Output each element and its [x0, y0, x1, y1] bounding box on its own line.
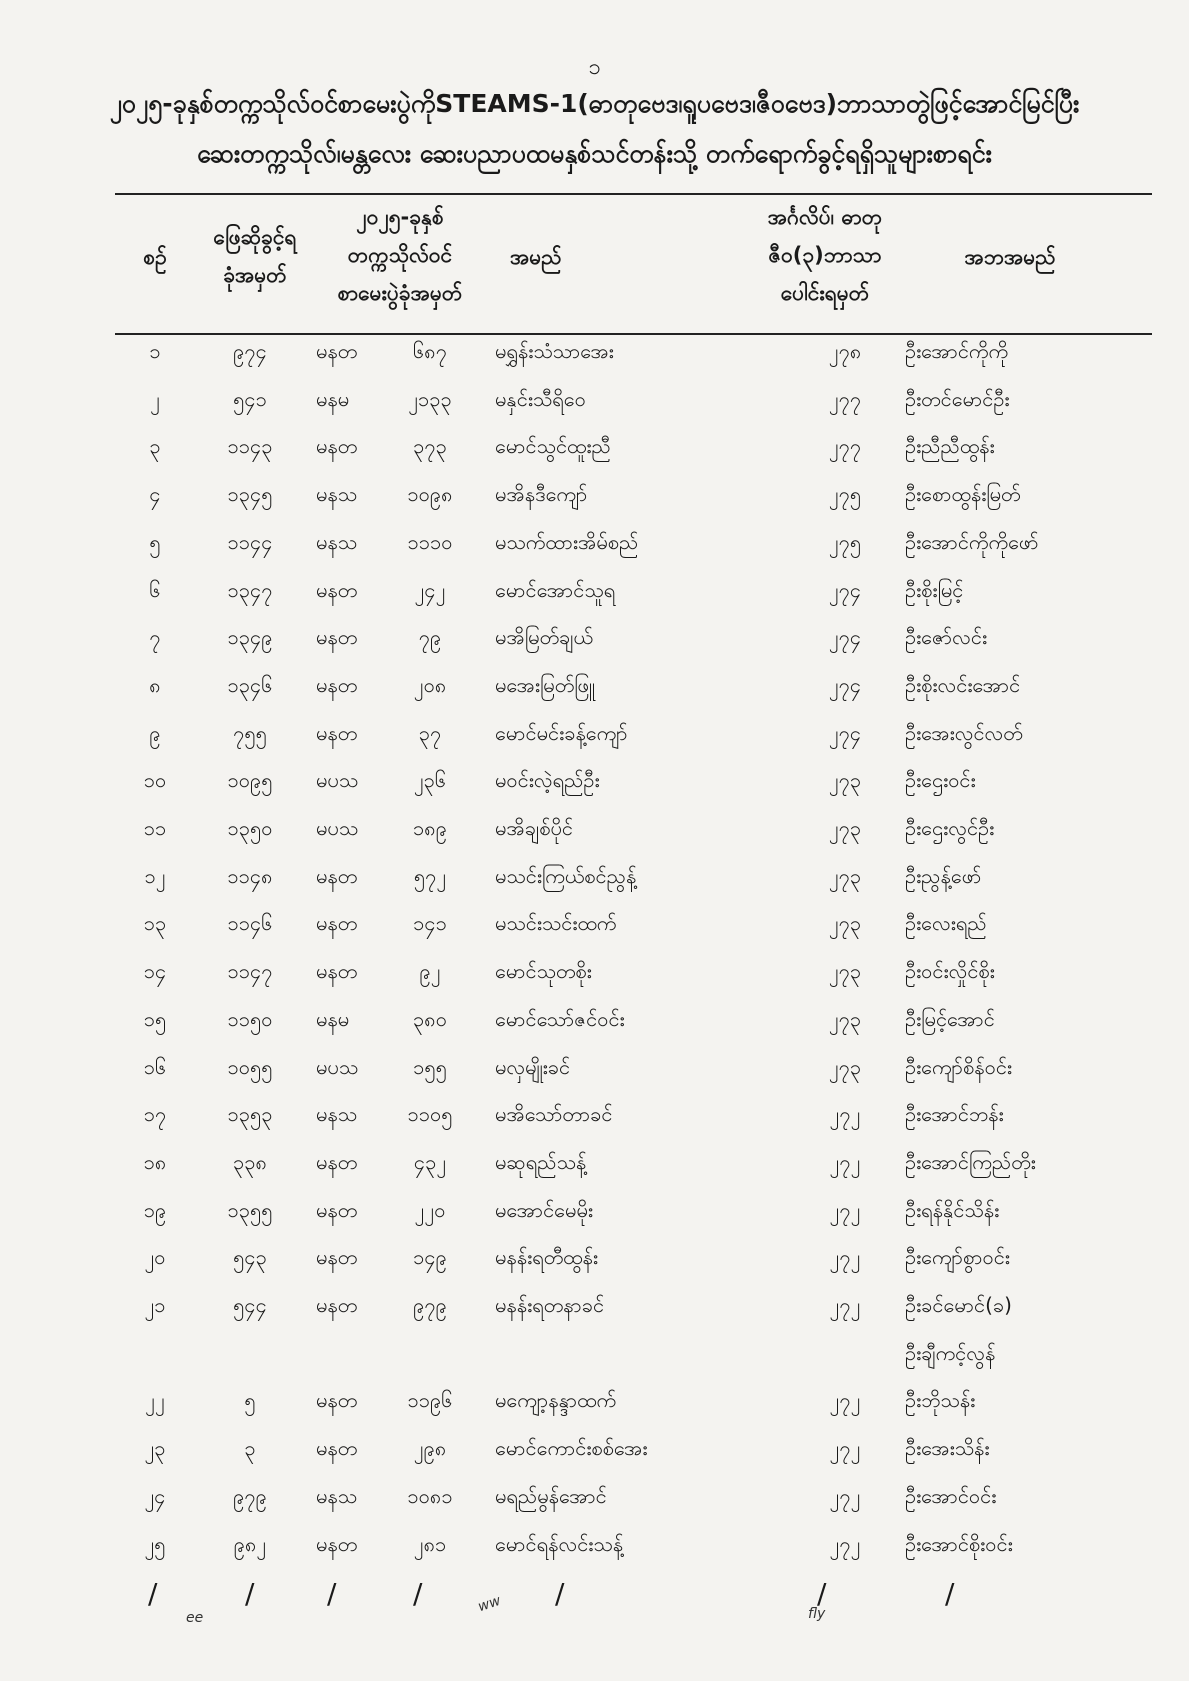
cell-permit: ၁၁၄၄ — [227, 530, 273, 554]
cell-exam: ၁၁၀၅ — [407, 1102, 453, 1126]
cell-name: မအိချစ်ပိုင် — [495, 816, 573, 840]
cell-father: ဦးကျော်စိန်ဝင်း — [905, 1055, 1012, 1079]
cell-prefix: မနသ — [316, 530, 358, 554]
cell-name: မရည်မွန်အောင် — [495, 1484, 607, 1508]
header-permit: ဖြေဆိုခွင့်ရ ခုံအမှတ် — [213, 225, 297, 287]
cell-permit: ၁၁၅၀ — [227, 1007, 273, 1031]
signature-2: ww — [476, 1592, 503, 1616]
cell-marks: ၂၇၂ — [829, 1436, 861, 1460]
cell-exam: ၃၇၃ — [413, 434, 447, 458]
cell-marks: ၂၇၄ — [828, 721, 862, 745]
cell-permit: ၅၄၄ — [233, 1293, 267, 1317]
cell-exam: ၂၀၈ — [413, 673, 447, 697]
cell-exam: ၂၃၆ — [413, 768, 447, 792]
cell-name: မောင်မင်းခန့်ကျော် — [495, 721, 628, 745]
cell-exam: ၂၂၀ — [414, 1198, 446, 1222]
cell-no: ၂၄ — [144, 1484, 166, 1508]
cell-exam: ၄၃၂ — [413, 1150, 447, 1174]
signature-1: ee — [186, 1610, 204, 1626]
cell-father: ဦးညီညီထွန်း — [905, 434, 995, 458]
cell-exam: ၉၂ — [419, 959, 441, 983]
cell-father: ဦးတင်မောင်ဦး — [905, 387, 1010, 411]
cell-permit: ၅၄၁ — [233, 387, 267, 411]
cell-prefix: မနသ — [316, 1484, 358, 1508]
cell-exam: ၂၈၁ — [413, 1532, 447, 1556]
cell-permit: ၁၃၄၇ — [227, 578, 273, 602]
cell-permit: ၃၃၈ — [233, 1150, 267, 1174]
cell-permit: ၉၈၂ — [233, 1532, 267, 1556]
cell-exam: ၃၈၀ — [413, 1007, 447, 1031]
end-slash-6: / — [817, 1577, 827, 1610]
cell-marks: ၂၇၂ — [829, 1484, 861, 1508]
cell-permit: ၇၅၅ — [233, 721, 267, 745]
cell-no: ၂၁ — [144, 1293, 166, 1317]
cell-father: ဦးညွန့်ဖော် — [905, 864, 982, 888]
cell-father: ဦးအောင်ဝင်း — [905, 1484, 997, 1508]
cell-no: ၂၂ — [145, 1388, 165, 1412]
cell-permit: ၃ — [244, 1436, 256, 1460]
cell-exam: ၆၈၇ — [413, 339, 447, 363]
cell-prefix: မနတ — [316, 959, 358, 983]
cell-prefix: မပသ — [316, 1055, 359, 1079]
cell-name: မသင်းသင်းထက် — [495, 911, 617, 935]
cell-no: ၂၅ — [144, 1532, 166, 1556]
cell-name: မဝင်းလဲ့ရည်ဦး — [495, 768, 600, 792]
cell-prefix: မနတ — [316, 1293, 358, 1317]
cell-name: မဆုရည်သန့် — [495, 1150, 587, 1174]
cell-marks: ၂၇၂ — [829, 1102, 861, 1126]
cell-permit: ၁၃၅၀ — [227, 816, 273, 840]
cell-exam: ၁၄၉ — [413, 1245, 447, 1269]
cell-father: ဦးအောင်ကိုကိုဖော် — [905, 530, 1039, 554]
cell-marks: ၂၇၂ — [829, 1245, 861, 1269]
cell-permit: ၅၄၃ — [233, 1245, 267, 1269]
cell-exam: ၂၉၈ — [413, 1436, 447, 1460]
cell-permit: ၉၇၄ — [233, 339, 267, 363]
cell-father: ဦးဌေးလွင်ဦး — [905, 816, 995, 840]
cell-no: ၂၀ — [144, 1245, 166, 1269]
cell-marks: ၂၇၂ — [829, 1532, 861, 1556]
header-marks: အင်္ဂလိပ်၊ ဓာတု ဇီဝ(၃)ဘာသာ ပေါင်းရမှတ် — [767, 205, 883, 305]
document-title-line-2: ဆေးတက္ကသိုလ်၊မန္တလေး ဆေးပညာပထမနှစ်သင်တန်းသို့ တက်ရောက်ခွင့်ရရှိသူများစာရင်း — [197, 139, 992, 168]
cell-exam: ၉၇၉ — [413, 1293, 447, 1317]
cell-name: မသင်းကြယ်စင်ညွန့် — [495, 864, 637, 888]
cell-exam: ၁၀၉၈ — [407, 482, 453, 506]
cell-no: ၁၁ — [143, 816, 167, 840]
cell-prefix: မနတ — [316, 1150, 358, 1174]
cell-name: မနန်းရတနာခင် — [495, 1293, 605, 1317]
table-header-rule — [115, 333, 1152, 335]
cell-name: မလှမျိုးခင် — [495, 1055, 571, 1079]
cell-father: ဦးအောင်ကိုကို — [905, 339, 1009, 363]
cell-father: ဦးရန်နိုင်သိန်း — [905, 1198, 1000, 1222]
cell-no: ၁၈ — [143, 1150, 167, 1174]
cell-prefix: မပသ — [316, 768, 359, 792]
cell-exam: ၃၇ — [418, 721, 442, 745]
cell-permit: ၁၀၉၅ — [227, 768, 273, 792]
cell-prefix: မနတ — [316, 339, 358, 363]
cell-name: မနန်းရတီထွန်း — [495, 1245, 598, 1269]
end-slash-2: / — [245, 1577, 255, 1610]
cell-name: မအိသော်တာခင် — [495, 1102, 613, 1126]
cell-no: ၁၀ — [143, 768, 167, 792]
cell-father: ဦးစိုးမြင့် — [905, 578, 964, 602]
cell-marks: ၂၇၃ — [828, 911, 862, 935]
cell-no: ၇ — [149, 625, 161, 649]
cell-name: မနှင်းသီရိဝေ — [495, 387, 586, 411]
cell-no: ၁၉ — [143, 1198, 167, 1222]
cell-prefix: မနတ — [316, 911, 358, 935]
cell-father: ဦးအောင်ဘန်း — [905, 1102, 1004, 1126]
cell-father: ဦးဝင်းလှိုင်စိုး — [905, 959, 995, 983]
cell-name: မောင်ရန်လင်းသန့် — [495, 1532, 624, 1556]
end-slash-7: / — [945, 1577, 955, 1610]
header-name: အမည် — [510, 245, 562, 269]
cell-permit: ၁၃၅၅ — [227, 1198, 273, 1222]
cell-prefix: မနမ — [316, 1007, 350, 1031]
cell-father: ဦးအောင်ကြည်တိုး — [905, 1150, 1036, 1174]
cell-prefix: မနတ — [316, 1532, 358, 1556]
cell-name: မောင်သော်ဇင်ဝင်း — [495, 1007, 625, 1031]
cell-marks: ၂၇၇ — [828, 387, 862, 411]
cell-name: မအေးမြတ်ဖြူ — [495, 673, 595, 697]
cell-no: ၁၅ — [143, 1007, 167, 1031]
cell-no: ၁၇ — [143, 1102, 167, 1126]
cell-exam: ၂၄၂ — [414, 578, 446, 602]
cell-prefix: မနတ — [316, 434, 358, 458]
table-top-rule — [115, 193, 1152, 195]
cell-prefix: မနတ — [316, 673, 358, 697]
cell-exam: ၇၉ — [418, 625, 442, 649]
cell-name: မအိနဒီကျော် — [495, 482, 588, 506]
cell-prefix: မနတ — [316, 625, 358, 649]
cell-exam: ၁၁၉၆ — [407, 1388, 453, 1412]
cell-father: ဦးစိုးလင်းအောင် — [905, 673, 1021, 697]
cell-no: ၄ — [149, 482, 161, 506]
cell-no: ၁၃ — [143, 911, 167, 935]
end-slash-3: / — [327, 1577, 337, 1610]
cell-father: ဦးခင်မောင်(ခ) — [905, 1293, 1012, 1317]
cell-exam: ၁၄၁ — [413, 911, 447, 935]
cell-no: ၃ — [149, 434, 161, 458]
cell-marks: ၂၇၄ — [828, 625, 862, 649]
cell-name: မောင်သွင်ထူးညီ — [495, 434, 611, 458]
cell-prefix: မနသ — [316, 482, 358, 506]
cell-name: မောင်ကောင်းစစ်အေး — [495, 1436, 648, 1460]
cell-father: ဦးဇော်လင်း — [905, 625, 988, 649]
cell-no: ၅ — [149, 530, 161, 554]
cell-permit: ၁၃၄၆ — [227, 673, 273, 697]
cell-permit: ၁၃၄၉ — [227, 625, 273, 649]
cell-exam: ၁၁၁၀ — [407, 530, 453, 554]
cell-marks: ၂၇၃ — [828, 816, 862, 840]
cell-father: ဦးဘိုသန်း — [905, 1388, 976, 1412]
header-father: အဘအမည် — [964, 245, 1056, 269]
cell-marks: ၂၇၄ — [828, 578, 862, 602]
cell-no: ၂၃ — [144, 1436, 166, 1460]
cell-name: မောင်အောင်သူရ — [495, 578, 616, 602]
cell-father: ဦးမြင့်အောင် — [905, 1007, 995, 1031]
cell-marks: ၂၇၃ — [828, 1055, 862, 1079]
cell-marks: ၂၇၂ — [829, 1150, 861, 1174]
cell-permit: ၉၇၉ — [233, 1484, 267, 1508]
cell-marks: ၂၇၅ — [828, 482, 862, 506]
cell-marks: ၂၇၃ — [828, 1007, 862, 1031]
cell-exam: ၁၀၈၁ — [407, 1484, 453, 1508]
cell-permit: ၁၁၄၃ — [227, 434, 273, 458]
document-title-line-1: ၂၀၂၅-ခုနှစ်တက္ကသိုလ်ဝင်စာမေးပွဲကိုSTEAMS-1(ဓာတုဗေဒ၊ရူပဗေဒ၊ဇီဝဗေဒ)ဘာသာတွဲဖြင့်အောင်မြင်ပြီး — [109, 89, 1080, 118]
cell-permit: ၅ — [244, 1388, 256, 1412]
cell-permit: ၁၁၄၈ — [227, 864, 273, 888]
page-number: ၁ — [588, 55, 601, 80]
cell-father: ဦးအောင်စိုးဝင်း — [905, 1532, 1013, 1556]
cell-prefix: မနမ — [316, 387, 350, 411]
cell-father: ဦးအေးသိန်း — [905, 1436, 990, 1460]
cell-permit: ၁၁၄၇ — [227, 959, 273, 983]
cell-marks: ၂၇၄ — [828, 673, 862, 697]
cell-name: မအောင်မေမိုး — [495, 1198, 593, 1222]
cell-exam: ၂၁၃၃ — [408, 387, 452, 411]
cell-father: ဦးကျော်စွာဝင်း — [905, 1245, 1010, 1269]
cell-no: ၁ — [149, 339, 161, 363]
cell-father: ဦးလေးရည် — [905, 911, 987, 935]
cell-prefix: မနသ — [316, 1102, 358, 1126]
cell-prefix: မပသ — [316, 816, 359, 840]
cell-prefix: မနတ — [316, 864, 358, 888]
cell-marks: ၂၇၂ — [829, 1293, 861, 1317]
cell-no: ၁၂ — [144, 864, 166, 888]
cell-no: ၁၆ — [143, 1055, 167, 1079]
cell-father: ဦးစောထွန်းမြတ် — [905, 482, 1021, 506]
cell-marks: ၂၇၅ — [828, 530, 862, 554]
cell-exam: ၁၅၅ — [413, 1055, 447, 1079]
cell-father: ဦးချီကင့်လွန် — [905, 1341, 996, 1365]
cell-marks: ၂၇၈ — [828, 339, 862, 363]
end-slash-4: / — [413, 1577, 423, 1610]
signature-3: fly — [808, 1606, 826, 1622]
cell-marks: ၂၇၃ — [828, 864, 862, 888]
cell-name: မကျော့နန္ဒာထက် — [495, 1388, 617, 1412]
cell-marks: ၂၇၇ — [828, 434, 862, 458]
cell-marks: ၂၇၂ — [829, 1198, 861, 1222]
cell-name: မောင်သုတစိုး — [495, 959, 592, 983]
cell-no: ၂ — [150, 387, 160, 411]
cell-father: ဦးအေးလွင်လတ် — [905, 721, 1023, 745]
cell-no: ၉ — [149, 721, 161, 745]
cell-marks: ၂၇၂ — [829, 1388, 861, 1412]
header-exam: ၂၀၂၅-ခုနှစ် တက္ကသိုလ်ဝင် စာမေးပွဲခုံအမှတ် — [337, 205, 463, 305]
cell-prefix: မနတ — [316, 721, 358, 745]
cell-permit: ၁၀၅၅ — [227, 1055, 273, 1079]
cell-exam: ၁၈၉ — [413, 816, 447, 840]
cell-permit: ၁၃၅၃ — [227, 1102, 273, 1126]
cell-prefix: မနတ — [316, 1436, 358, 1460]
cell-permit: ၁၁၄၆ — [227, 911, 273, 935]
cell-name: မရွှန်းသံသာအေး — [495, 339, 614, 363]
cell-prefix: မနတ — [316, 1198, 358, 1222]
cell-marks: ၂၇၃ — [828, 768, 862, 792]
cell-prefix: မနတ — [316, 578, 358, 602]
cell-marks: ၂၇၃ — [828, 959, 862, 983]
cell-name: မသက်ထားအိမ်စည် — [495, 530, 639, 554]
end-slash-1: / — [148, 1577, 158, 1610]
cell-permit: ၁၃၄၅ — [227, 482, 273, 506]
cell-no: ၈ — [149, 673, 161, 697]
cell-father: ဦးဌေးဝင်း — [905, 768, 976, 792]
header-no: စဉ် — [143, 245, 167, 269]
cell-prefix: မနတ — [316, 1245, 358, 1269]
cell-no: ၆ — [149, 578, 161, 602]
cell-prefix: မနတ — [316, 1388, 358, 1412]
end-slash-5: / — [555, 1577, 565, 1610]
cell-name: မအိမြတ်ချယ် — [495, 625, 593, 649]
cell-no: ၁၄ — [143, 959, 167, 983]
cell-exam: ၅၇၂ — [413, 864, 447, 888]
